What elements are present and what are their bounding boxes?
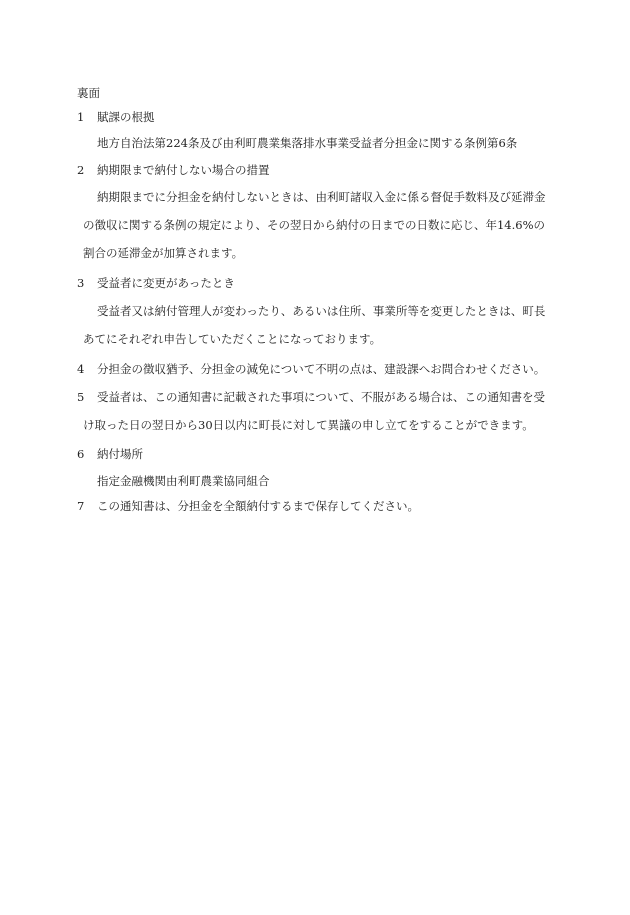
section-3-number: 3 (77, 276, 85, 290)
section-5-heading: 受益者は、この通知書に記載された事項について、不服がある場合は、この通知書を受 (97, 390, 546, 404)
section-2-body-line-3: 割合の延滞金が加算されます。 (83, 246, 244, 260)
section-6-number: 6 (77, 447, 85, 461)
section-2-number: 2 (77, 163, 85, 177)
section-1-heading: 賦課の根拠 (97, 110, 155, 124)
section-7-number: 7 (77, 499, 85, 513)
section-1-body-line-1: 地方自治法第224条及び由利町農業集落排水事業受益者分担金に関する条例第6条 (97, 136, 518, 150)
section-5-number: 5 (77, 390, 85, 404)
section-2-heading: 納期限まで納付しない場合の措置 (97, 163, 270, 177)
section-7-heading: この通知書は、分担金を全額納付するまで保存してください。 (97, 499, 419, 513)
section-1-number: 1 (77, 110, 85, 124)
section-4-heading: 分担金の徴収猶予、分担金の減免について不明の点は、建設課へお問合わせください。 (97, 362, 546, 376)
section-4-number: 4 (77, 362, 85, 376)
section-6-heading: 納付場所 (97, 447, 143, 461)
section-3-heading: 受益者に変更があったとき (97, 276, 235, 290)
section-3-body-line-2: あてにそれぞれ申告していただくことになっております。 (83, 332, 382, 346)
section-2-body-line-2: の徴収に関する条例の規定により、その翌日から納付の日までの日数に応じ、年14.6%の (83, 218, 546, 232)
section-5-body-line-1: け取った日の翌日から30日以内に町長に対して異議の申し立てをすることができます。 (83, 418, 534, 432)
section-3-body-line-1: 受益者又は納付管理人が変わったり、あるいは住所、事業所等を変更したときは、町長 (97, 304, 546, 318)
section-2-body-line-1: 納期限までに分担金を納付しないときは、由利町諸収入金に係る督促手数料及び延滞金 (97, 190, 546, 204)
side-label: 裏面 (77, 86, 100, 100)
section-6-body-line-1: 指定金融機関由利町農業協同組合 (97, 474, 270, 488)
